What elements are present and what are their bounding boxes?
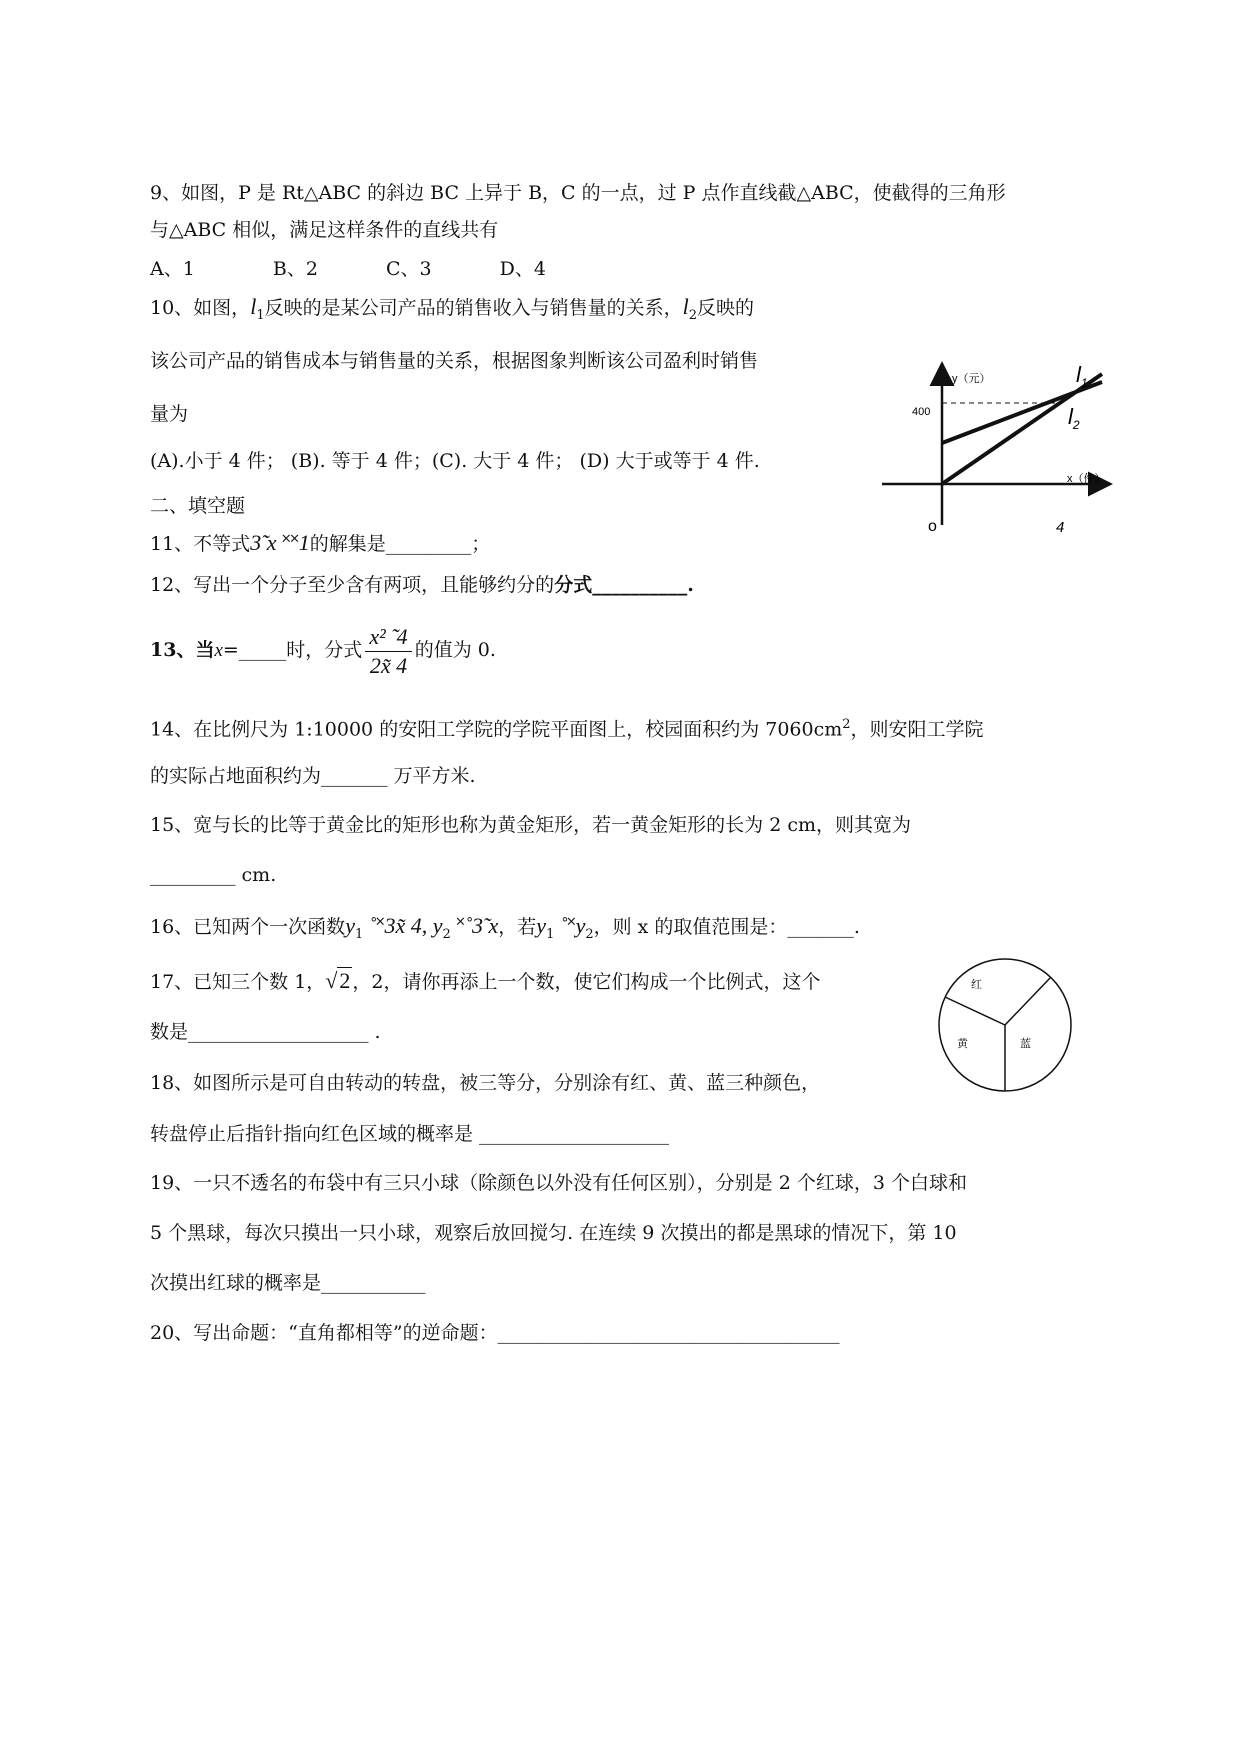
q13-var: x xyxy=(214,640,223,661)
q16-mid: ，若 xyxy=(498,916,537,938)
graph-y-label: y（元） xyxy=(952,373,991,385)
q15-line2: _________ cm. xyxy=(150,864,277,886)
graph-l2-label: $l_2$ xyxy=(1068,404,1080,432)
q10-mid: 反映的是某公司产品的销售收入与销售量的关系， xyxy=(264,297,683,319)
q9-line2: 与△ABC 相似，满足这样条件的直线共有 xyxy=(150,219,499,241)
q10-line1 xyxy=(150,294,754,329)
graph-origin: o xyxy=(928,518,937,535)
q16-c2-sub: 2 xyxy=(585,926,594,942)
q10-line3: 量为 xyxy=(150,403,189,425)
q10-prefix: 10、如图， xyxy=(150,297,251,319)
q19-line1: 19、一只不透名的布袋中有三只小球（除颜色以外没有任何区别），分别是 2 个红球，3 个白球和 xyxy=(150,1172,967,1194)
q16-prefix: 16、已知两个一次函数 xyxy=(150,916,346,938)
q12-text: 12、写出一个分子至少含有两项，且能够约分的 xyxy=(150,574,555,596)
q13-suffix: 的值为 0. xyxy=(414,639,496,661)
q16-f2: y xyxy=(427,913,443,938)
q10-suffix: 反映的 xyxy=(697,297,755,319)
q9-option-d: D、4 xyxy=(499,258,546,280)
q18-line1: 18、如图所示是可自由转动的转盘，被三等分，分别涂有红、黄、蓝三种颜色， xyxy=(150,1072,821,1094)
q9-options xyxy=(150,256,546,282)
q16-f2-rest: ˟˚3̃ x xyxy=(450,913,499,938)
q11-prefix: 11、不等式 xyxy=(150,533,251,555)
q9-option-c: C、3 xyxy=(385,258,432,280)
spinner-diagram xyxy=(935,955,1075,1095)
q14-sup: 2 xyxy=(842,717,851,732)
q10-line2: 该公司产品的销售成本与销售量的关系，根据图象判断该公司盈利时销售 xyxy=(150,350,759,372)
q17-suffix: ，2，请你再添上一个数，使它们构成一个比例式，这个 xyxy=(352,971,821,993)
q14-line1 xyxy=(150,712,984,742)
q13-prefix: 13、当 xyxy=(150,639,215,661)
q9-option-b: B、2 xyxy=(272,258,318,280)
spinner-yellow-label: 黄 xyxy=(957,1038,968,1050)
q10-l1-sub: 1 xyxy=(256,307,265,323)
q13-den: 2x̃ 4 xyxy=(369,652,408,678)
q10-l2-sub: 2 xyxy=(688,307,698,323)
q14-line1b: ，则安阳工学院 xyxy=(850,718,984,741)
q16-f1-sub: 1 xyxy=(354,926,364,942)
q17-line2: 数是___________________ . xyxy=(150,1021,381,1043)
q11 xyxy=(150,530,490,557)
q18-line2: 转盘停止后指针指向红色区域的概率是 ____________________ xyxy=(150,1123,670,1145)
q12 xyxy=(150,572,694,598)
q16-f1-rest: ˚˟3x̃ 4, xyxy=(363,913,428,938)
q17-sqrt-value: 2 xyxy=(339,968,351,993)
q16 xyxy=(150,913,860,948)
q20: 20、写出命题：“直角都相等”的逆命题：____________________________________ xyxy=(150,1322,840,1344)
q16-f1: y xyxy=(345,913,355,938)
q13 xyxy=(150,620,496,681)
q17-prefix: 17、已知三个数 1， xyxy=(150,971,326,993)
q9-line1: 9、如图，P 是 Rt△ABC 的斜边 BC 上异于 B，C 的一点，过 P 点作直线截△ABC，使截得的三角形 xyxy=(150,182,1006,204)
graph-y-tick: 400 xyxy=(912,406,931,418)
q16-c1-sub: 1 xyxy=(546,926,555,942)
q13-fraction xyxy=(365,623,411,680)
q16-suffix: ，则 x 的取值范围是：_______. xyxy=(593,916,860,938)
q16-c1: y xyxy=(536,913,547,938)
q17-line1 xyxy=(150,968,820,995)
spinner-divider-3 xyxy=(1005,977,1051,1025)
spinner-blue-label: 蓝 xyxy=(1020,1038,1031,1050)
spinner-divider-2 xyxy=(945,997,1005,1025)
q11-suffix: 的解集是_________； xyxy=(309,533,491,555)
q16-f2-sub: 2 xyxy=(442,926,451,942)
q15-line1: 15、宽与长的比等于黄金比的矩形也称为黄金矩形，若一黄金矩形的长为 2 cm，则其宽为 xyxy=(150,814,912,836)
spinner-red-label: 红 xyxy=(971,979,982,991)
graph-l1-label: $l_1$ xyxy=(1076,362,1088,390)
q16-c2: y xyxy=(575,913,586,938)
q14-line2: 的实际占地面积约为_______ 万平方米. xyxy=(150,765,476,787)
q10-graph xyxy=(880,360,1120,535)
q12-bold: 分式__________. xyxy=(554,574,694,596)
line-l2 xyxy=(942,382,1102,443)
q13-num: x² ̃ 4 xyxy=(365,623,411,652)
q10-l1: l xyxy=(250,294,257,319)
section-2-heading: 二、填空题 xyxy=(150,495,246,517)
q11-expr: 3̃ x ˟˟1 xyxy=(250,530,310,555)
q10-options: (A).小于 4 件； (B). 等于 4 件；(C). 大于 4 件； (D) 大于或等于 4 件. xyxy=(150,450,760,472)
q10-l2: l xyxy=(682,294,689,319)
q19-line2: 5 个黑球，每次只摸出一只小球，观察后放回搅匀. 在连续 9 次摸出的都是黑球的情况下，第 10 xyxy=(150,1222,957,1244)
graph-x-tick: 4 xyxy=(1056,519,1065,535)
q9-option-a: A、1 xyxy=(150,258,195,280)
q14-line1-text: 14、在比例尺为 1:10000 的安阳工学院的学院平面图上，校园面积约为 7060cm xyxy=(150,718,843,741)
graph-x-label: x（件） xyxy=(1067,473,1106,485)
q19-line3: 次摸出红球的概率是___________ xyxy=(150,1272,426,1294)
q17-sqrt: √2 xyxy=(325,968,351,993)
q16-c1-rest: ˚˟ xyxy=(554,913,576,938)
q13-mid: =_____时，分式 xyxy=(222,639,363,661)
